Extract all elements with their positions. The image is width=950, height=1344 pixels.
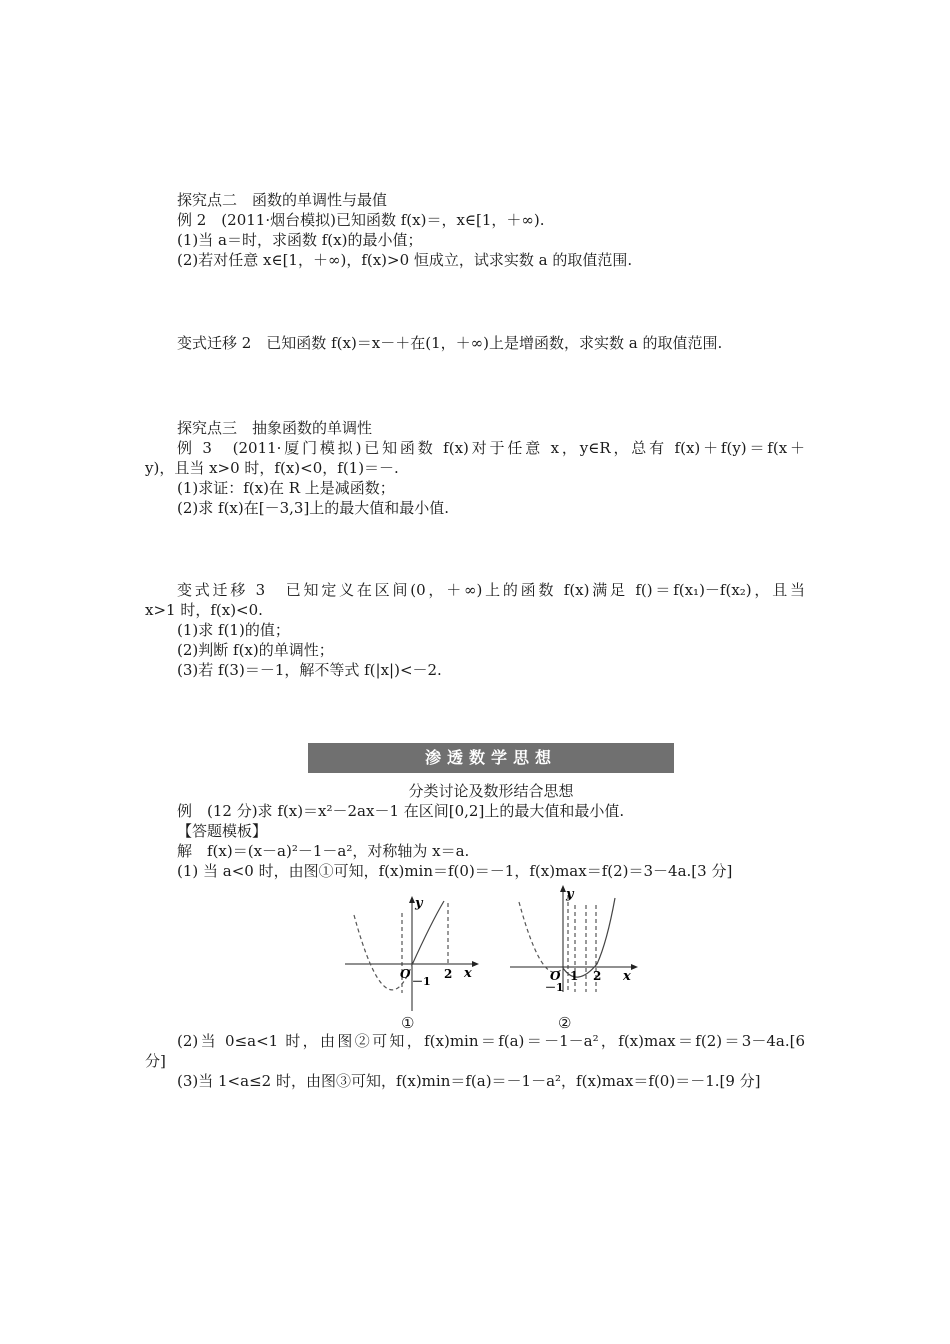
variation3-part2: (2)判断 f(x)的单调性； [177, 641, 334, 659]
example-text: 例 (12 分)求 f(x)＝x²－2ax－1 在区间[0,2]上的最大值和最小值. [177, 802, 625, 820]
graph-2 [505, 880, 645, 1020]
variation3-part3: (3)若 f(3)＝－1，解不等式 f(|x|)<－2. [177, 661, 442, 679]
graph2-caption: ② [558, 1014, 572, 1032]
case1-text: (1) 当 a<0 时，由图①可知，f(x)min＝f(0)＝－1，f(x)max＝f(2)＝3－4a.[3 分] [177, 862, 733, 880]
section3-title: 探究点三 抽象函数的单调性 [177, 419, 373, 437]
case3-text: (3)当 1<a≤2 时，由图③可知，f(x)min＝f(a)＝－1－a²，f(x)max＝f(0)＝－1.[9 分] [177, 1072, 761, 1090]
graph2-y-label: y [566, 887, 574, 902]
graph2-origin-label: O [550, 969, 561, 983]
variation3-line2: x>1 时，f(x)<0. [145, 601, 263, 619]
example2-text: 例 2 (2011·烟台模拟)已知函数 f(x)＝，x∈[1，＋∞). [177, 211, 545, 229]
example3-part2: (2)求 f(x)在[－3,3]上的最大值和最小值. [177, 499, 450, 517]
banner-subtitle: 分类讨论及数形结合思想 [408, 782, 574, 800]
section2-title: 探究点二 函数的单调性与最值 [177, 191, 388, 209]
case2-line1: (2)当 0≤a<1 时，由图②可知，f(x)min＝f(a)＝－1－a²，f(x)max＝f(2)＝3－4a.[6 [177, 1032, 805, 1050]
graph2-tick-2: 2 [593, 969, 602, 983]
example3-part1: (1)求证：f(x)在 R 上是减函数； [177, 479, 395, 497]
graph1-origin-label: O [400, 967, 411, 981]
example2-part2: (2)若对任意 x∈[1，＋∞)，f(x)>0 恒成立，试求实数 a 的取值范围. [177, 251, 633, 269]
variation3-part1: (1)求 f(1)的值； [177, 621, 290, 639]
graph1-caption: ① [401, 1014, 415, 1032]
example3-line1: 例 3 (2011·厦门模拟)已知函数 f(x)对于任意 x，y∈R，总有 f(x)＋f(y)＝f(x＋ [177, 439, 805, 457]
answer-template-label: 【答题模板】 [177, 822, 268, 840]
graph1-x-label: x [464, 966, 472, 981]
case2-line2: 分] [145, 1052, 166, 1070]
graph2-tick-1: 1 [570, 969, 579, 983]
variation2-text: 变式迁移 2 已知函数 f(x)＝x－＋在(1，＋∞)上是增函数，求实数 a 的取值范围. [177, 334, 723, 352]
graph1-tick-minus1: －1 [412, 975, 431, 988]
graph1-y-label: y [415, 896, 423, 911]
section-banner: 渗透数学思想 [308, 743, 674, 773]
graph1-tick-2: 2 [444, 967, 453, 981]
variation3-line1: 变式迁移 3 已知定义在区间(0，＋∞)上的函数 f(x)满足 f()＝f(x₁)－f(x₂)，且当 [177, 581, 805, 599]
graph2-tick-minus1: －1 [545, 981, 564, 994]
graph2-x-label: x [623, 969, 631, 984]
example2-part1: (1)当 a＝时，求函数 f(x)的最小值； [177, 231, 423, 249]
example3-line2: y)，且当 x>0 时，f(x)<0，f(1)＝－. [145, 459, 399, 477]
graph-1 [340, 893, 480, 1018]
solution-intro: 解 f(x)＝(x－a)²－1－a²，对称轴为 x＝a. [177, 842, 470, 860]
